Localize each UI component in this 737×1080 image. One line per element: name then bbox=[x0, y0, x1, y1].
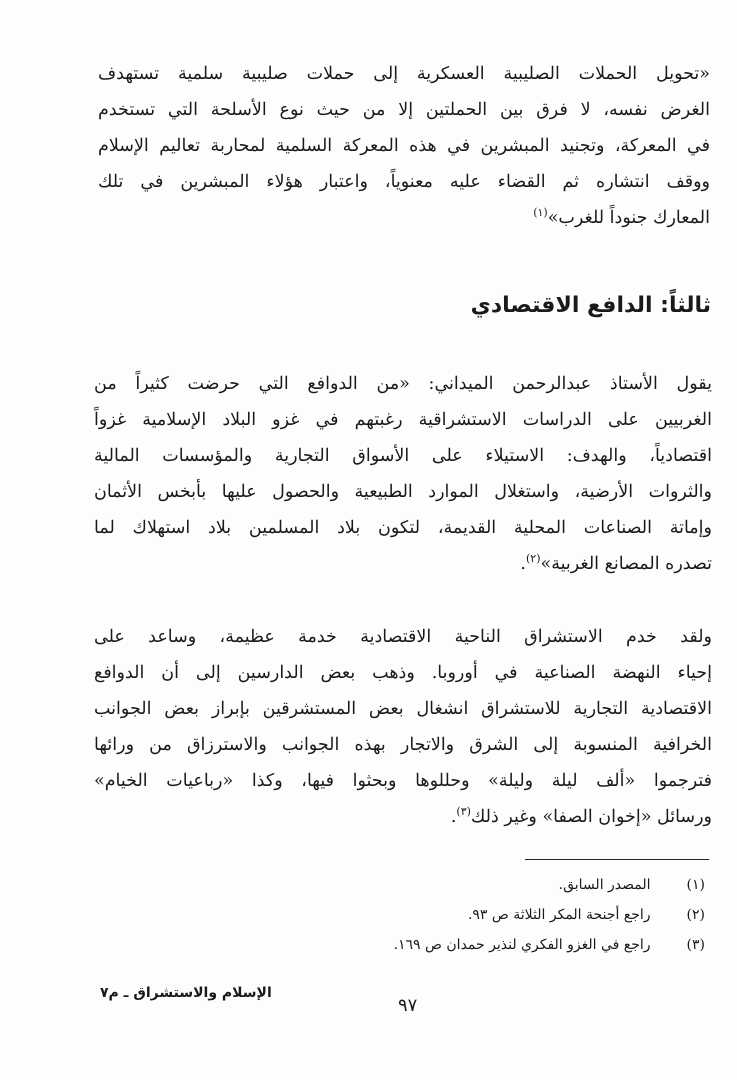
text-line: وإماتة الصناعات المحلية القديمة، لتكون بلاد المسلمين بلاد استهلاك لما bbox=[94, 518, 712, 538]
footnote-number: (٢) bbox=[686, 907, 705, 923]
section-heading: ثالثاً: الدافع الاقتصادي bbox=[470, 293, 711, 318]
footnote-marker: (٢) bbox=[525, 552, 541, 566]
text-line: ووقف انتشاره ثم القضاء عليه معنوياً، واعتبار هؤلاء المبشرين في تلك bbox=[98, 172, 710, 192]
footnote-divider bbox=[525, 859, 709, 860]
footnote-text: راجع في الغزو الفكري لنذير حمدان ص ١٦٩. bbox=[393, 937, 651, 953]
footnote bbox=[394, 932, 705, 958]
footnote-number: (١) bbox=[686, 877, 705, 893]
running-header: الإسلام والاستشراق ـ م٧ bbox=[100, 985, 272, 1001]
text-line: فترجموا «ألف ليلة وليلة» وحللوها وبحثوا فيها، وكذا «رباعيات الخيام» bbox=[94, 771, 712, 791]
text-line-end: . bbox=[450, 807, 457, 827]
text-line: الخرافية المنسوبة إلى الشرق والاتجار بهذه الجوانب والاسترزاق من ورائها bbox=[94, 735, 712, 755]
text-line: الغربيين على الدراسات الاستشراقية رغبتهم في غزو البلاد الإسلامية غزواً bbox=[94, 410, 712, 430]
text-line-end: . bbox=[520, 554, 526, 574]
text-line-last bbox=[98, 200, 710, 236]
footnote-marker: (١) bbox=[533, 206, 548, 220]
text-line-last bbox=[94, 799, 712, 835]
text-line: الغرض نفسه، لا فرق بين الحملتين إلا من حيث نوع الأسلحة التي تستخدم bbox=[98, 100, 710, 120]
footnote-text: راجع أجنحة المكر الثلاثة ص ٩٣. bbox=[467, 907, 651, 923]
text-line: ولقد خدم الاستشراق الناحية الاقتصادية خدمة عظيمة، وساعد على bbox=[94, 627, 712, 647]
text-line: «تحويل الحملات الصليبية العسكرية إلى حملات صليبية سلمية تستهدف bbox=[98, 64, 710, 84]
text-line-last bbox=[94, 546, 712, 582]
text-line: الاقتصادية التجارية للاستشراق انشغال بعض المستشرقين بإبراز بعض الجوانب bbox=[94, 699, 712, 719]
footnote-text: المصدر السابق. bbox=[558, 877, 651, 893]
text-line: اقتصادياً، والهدف: الاستيلاء على الأسواق التجارية والمؤسسات المالية bbox=[94, 446, 712, 466]
text-line: إحياء النهضة الصناعية في أوروبا. وذهب بعض الدارسين إلى أن الدوافع bbox=[94, 663, 712, 683]
text-line: في المعركة، وتجنيد المبشرين في هذه المعركة السلمية لمحاربة تعاليم الإسلام bbox=[98, 136, 710, 156]
footnote-marker: (٣) bbox=[456, 805, 471, 819]
text-line: المعارك جنوداً للغرب» bbox=[547, 208, 710, 228]
page-number: ٩٧ bbox=[398, 995, 418, 1016]
footnote bbox=[559, 872, 705, 898]
text-line: والثروات الأرضية، واستغلال الموارد الطبيعية والحصول عليها بأبخس الأثمان bbox=[94, 482, 712, 502]
text-line: يقول الأستاذ عبدالرحمن الميداني: «من الدوافع التي حرضت كثيراً من bbox=[94, 374, 712, 394]
text-line: تصدره المصانع الغربية» bbox=[540, 554, 712, 574]
text-line: ورسائل «إخوان الصفا» وغير ذلك bbox=[470, 807, 712, 827]
footnote bbox=[468, 902, 705, 928]
footnote-number: (٣) bbox=[686, 937, 705, 953]
